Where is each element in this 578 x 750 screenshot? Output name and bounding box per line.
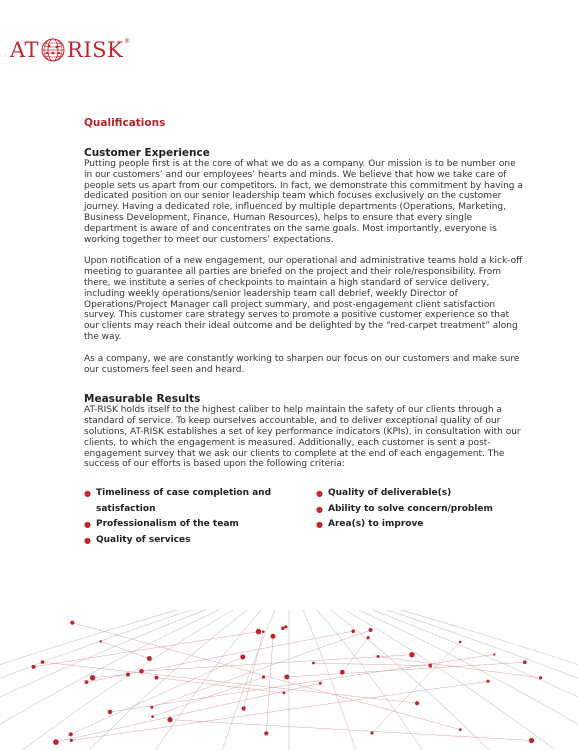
bullet-icon: ● [316,504,323,514]
network-node-dot [240,655,245,660]
network-node-dot [429,664,433,668]
network-node-dot [41,660,45,664]
network-node-dot [284,625,287,628]
criteria-item: ● Ability to solve concern/problem [316,502,541,518]
measurable-results-heading: Measurable Results [84,393,201,406]
network-node-dot [126,672,130,676]
network-node-dot [377,655,380,658]
bullet-icon: ● [316,489,323,499]
globe-logo-icon [40,37,66,63]
network-node-dot [486,680,489,683]
document-body [84,117,524,548]
network-node-dot [281,627,285,631]
network-node-dot [262,676,265,679]
network-node-dot [151,715,154,718]
network-node-dot [367,636,370,639]
at-risk-logo [10,30,131,70]
criteria-item: ● Professionalism of the team [84,517,309,533]
network-node-dot [351,629,355,633]
network-node-dot [154,676,158,680]
network-node-dot [90,675,95,680]
customer-experience-paragraph-2: Upon notification of a new engagement, our operational and administrative teams hold a kick-off meeting to guarantee all parties are briefed on the project and their role/responsibility. From there, we institute a series of checkpoints to maintain a high standard of service delivery, including weekly operations/senior leadership team call debrief, weekly Director of Operations/Project Manager call project summary, and post-engagement client satisfaction survey. This customer care strategy serves to promote a positive customer experience so that our clients may reach their ideal outcome and be delighted by the “red-carpet treatment” along the way. [84,256,523,342]
network-node-dot [150,706,153,709]
criteria-column-right [316,486,541,533]
network-node-dot [529,738,534,743]
bullet-icon: ● [84,489,91,499]
globe-network-decoration [0,600,578,750]
network-node-dot [241,706,245,710]
criteria-item: ● Quality of deliverable(s) [316,486,541,502]
network-node-dot [539,676,542,679]
network-node-dot [493,653,495,655]
network-node-dot [147,656,152,661]
network-node-dot [340,670,345,675]
network-node-dot [415,701,419,705]
network-node-dot [139,669,144,674]
customer-experience-paragraph-1: Putting people first is at the core of what we do as a company. Our mission is to be number one in our customers’ and our employees’ hearts and minds. We believe that how we take care of people sets us apart from our competitors. In fact, we demonstrate this commitment by having a dedicated position on our senior leadership team which focuses exclusively on the customer journey. Having a dedicated role, influenced by multiple departments (Operations, Marketing, Business Development, Finance, Human Resources), helps to ensure that every single department is aware of and concentrates on the same goals. Most importantly, everyone is working together to meet our customers’ expectations. [84,159,523,245]
network-node-dot [100,640,102,642]
network-node-dot [85,680,89,684]
network-node-dot [409,652,414,657]
network-node-dot [70,739,73,742]
network-node-dot [108,710,113,715]
network-node-dot [369,628,373,632]
section-title: Qualifications [84,117,166,129]
network-node-dot [271,634,276,639]
bullet-icon: ● [316,520,323,530]
network-node-dot [256,629,262,635]
customer-experience-paragraph-3: As a company, we are constantly working to sharpen our focus on our customers and make sure our customers feel seen and heard. [84,353,520,375]
bullet-icon: ● [84,535,91,545]
network-node-dot [167,717,172,722]
network-node-dot [31,665,35,669]
logo-trademark: ® [124,38,131,45]
network-node-dot [312,662,315,665]
network-node-dot [283,692,286,695]
criteria-item: ● Timeliness of case completion and satisfaction [84,486,309,517]
network-node-dot [319,682,322,685]
network-node-dot [262,630,265,633]
network-node-dot [459,641,462,644]
network-node-dot [459,728,462,731]
network-node-dot [69,732,73,736]
network-node-dot [53,739,59,745]
criteria-item: ● Area(s) to improve [316,517,541,533]
measurable-results-paragraph: AT-RISK holds itself to the highest caliber to help maintain the safety of our clients through a standard of service. To keep ourselves accountable, and to deliver exceptional quality of our solutions, AT-RISK establishes a set of key performance indicators (KPIs), in consultation with our clients, to which the engagement is measured. Additionally, each customer is sent a post-engagement survey that we ask our clients to complete at the end of each engagement. The success of our efforts is based upon the following criteria: [84,405,521,470]
criteria-column-left [84,486,309,548]
network-node-dot [264,731,268,735]
criteria-item: ● Quality of services [84,533,309,549]
logo-text-at: AT [10,38,40,62]
criteria-list [84,486,524,548]
network-node-dot [523,660,527,664]
bullet-icon: ● [84,520,91,530]
logo-text-risk: RISK [67,38,124,62]
network-node-dot [284,675,289,680]
network-node-dot [70,621,74,625]
network-node-dot [370,731,373,734]
customer-experience-heading: Customer Experience [84,147,210,159]
